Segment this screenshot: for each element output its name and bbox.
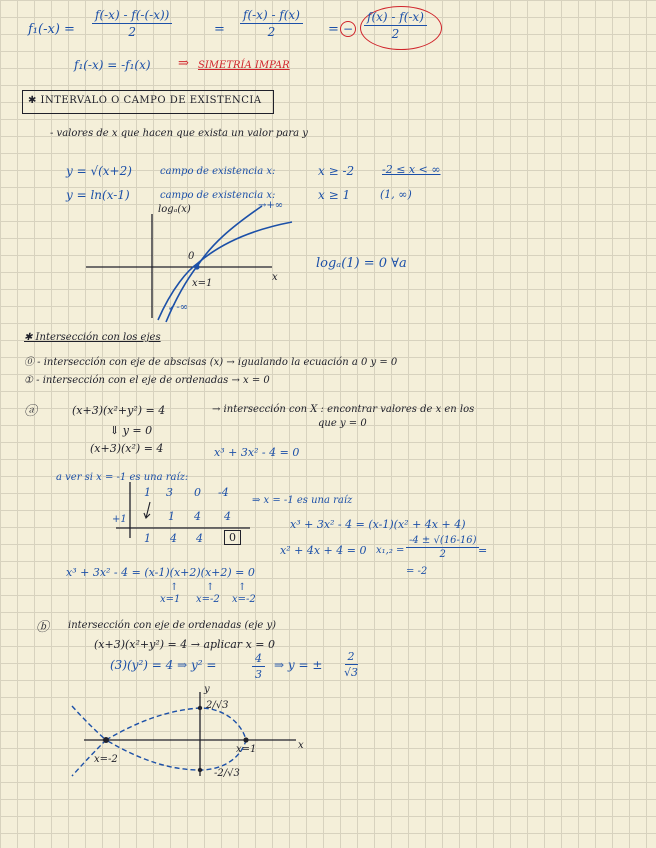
fraction-y — [344, 650, 358, 679]
fraction-y-squared — [252, 652, 265, 681]
implies-arrow: ⇒ — [178, 56, 189, 71]
fraction-2 — [240, 8, 303, 39]
f1-negative-x-lhs: f₁(-x) = — [28, 22, 75, 37]
ruffini-remainder: 0 — [224, 530, 241, 545]
fraction-y-squared-numerator: 4 — [252, 652, 265, 667]
item-a-comment: → intersección con X : encontrar valores de x en los — [212, 404, 475, 415]
quadratic-result: = -2 — [406, 566, 428, 577]
sketch-point-top — [198, 706, 202, 710]
root-value: x=-2 — [232, 594, 256, 605]
equals-sign: = — [328, 22, 339, 37]
graph-plus-infinity: →+∞ — [258, 200, 284, 211]
func-sqrt: y = √(x+2) — [66, 164, 132, 178]
fraction-y-denominator: √3 — [344, 666, 359, 679]
root-arrow: ↑ — [206, 582, 215, 593]
ruffini-coef: 0 — [194, 486, 201, 499]
item-a-step-equation: (x+3)(x²) = 4 — [90, 442, 164, 455]
quadratic-equals: = — [478, 544, 488, 557]
odd-symmetry-label: SIMETRÍA IMPAR — [198, 60, 290, 71]
fraction-1 — [92, 8, 172, 39]
sketch-right-label: x=1 — [236, 744, 257, 755]
graph-y-label: logₐ(x) — [158, 204, 191, 215]
graph-x1-label: x=1 — [192, 278, 213, 289]
item-b-label: ⓑ — [36, 620, 50, 635]
root-value: x=-2 — [196, 594, 220, 605]
sketch-loop — [106, 708, 246, 770]
root-conclusion: ⇒ x = -1 es una raíz — [252, 495, 353, 506]
domain-label-1: campo de existencia x: — [160, 166, 276, 177]
ruffini-result: 4 — [170, 532, 177, 545]
ruffini-product: 4 — [224, 510, 231, 523]
item-a-equation: (x+3)(x²+y²) = 4 — [72, 404, 166, 417]
equals-sign: = — [214, 22, 225, 37]
fraction-3-denominator: 2 — [391, 27, 400, 41]
ruffini-result: 4 — [196, 532, 203, 545]
fraction-3 — [364, 10, 427, 41]
fraction-2-denominator: 2 — [267, 25, 276, 39]
fraction-y-numerator: 2 — [345, 650, 358, 665]
item-b-title: intersección con eje de ordenadas (eje y) — [68, 620, 277, 631]
cubic-factorization: x³ + 3x² - 4 = (x-1)(x² + 4x + 4) — [290, 518, 466, 531]
full-factorization: x³ + 3x² - 4 = (x-1)(x+2)(x+2) = 0 — [66, 566, 255, 579]
item-a-comment-2: que y = 0 — [318, 418, 367, 429]
circled-minus: − — [340, 21, 356, 37]
log-identity-note: logₐ(1) = 0 ∀a — [316, 256, 407, 271]
item-a-label: ⓐ — [24, 404, 38, 419]
graph-minus-infinity: ↙-∞ — [168, 302, 189, 313]
domain-label-2: campo de existencia x: — [160, 190, 276, 201]
sketch-point-left — [103, 737, 109, 743]
fraction-3-numerator: f(x) - f(-x) — [364, 10, 427, 26]
curve-sketch — [60, 684, 320, 784]
sketch-x-label: x — [298, 740, 304, 751]
item-b-derivation-b: ⇒ y = ± — [274, 658, 323, 672]
ruffini-coef: -4 — [218, 486, 229, 499]
section-title-intersections: ✱ Intersección con los ejes — [24, 332, 161, 343]
odd-symmetry-equation: f₁(-x) = -f₁(x) — [74, 58, 151, 72]
point-x1 — [194, 264, 199, 269]
sketch-point-bottom — [198, 768, 202, 772]
domain-description: - valores de x que hacen que exista un valor para y — [50, 128, 308, 139]
ruffini-lines — [110, 480, 250, 550]
item-b-equation: (x+3)(x²+y²) = 4 → aplicar x = 0 — [94, 638, 275, 651]
fraction-1-numerator: f(-x) - f(-(-x)) — [92, 8, 172, 24]
log-graph — [80, 200, 310, 324]
fraction-y-squared-denominator: 3 — [255, 668, 262, 681]
sketch-left-label: x=-2 — [94, 754, 118, 765]
root-hint: a ver si x = -1 es una raíz: — [56, 472, 189, 483]
ruffini-pivot: +1 — [112, 514, 127, 525]
domain-interval-2: (1, ∞) — [380, 188, 412, 201]
item-1-ordinate: ① - intersección con el eje de ordenadas → x = 0 — [24, 375, 270, 386]
domain-interval-1: -2 ≤ x < ∞ — [382, 163, 441, 176]
quadratic-formula-fraction — [406, 535, 479, 560]
sketch-left-branch — [72, 706, 106, 776]
root-arrow: ↑ — [170, 582, 179, 593]
sketch-point-right — [243, 737, 248, 742]
sketch-y-label: y — [204, 684, 210, 695]
ruffini-result: 1 — [144, 532, 151, 545]
graph-x-label: x — [272, 272, 278, 283]
section-title-domain: ✱ INTERVALO O CAMPO DE EXISTENCIA — [28, 95, 262, 106]
graph-zero: 0 — [188, 251, 195, 262]
sketch-top-label: 2/√3 — [206, 700, 229, 711]
quadratic-equation: x² + 4x + 4 = 0 — [280, 544, 367, 557]
ruffini-product: 4 — [194, 510, 201, 523]
item-a-substitution: ⇓ y = 0 — [110, 424, 153, 437]
quadratic-solution-lhs: x₁,₂ = — [376, 545, 405, 556]
fraction-2-numerator: f(-x) - f(x) — [240, 8, 303, 24]
root-arrow: ↑ — [238, 582, 247, 593]
domain-cond-1: x ≥ -2 — [318, 164, 355, 178]
cubic-equation: x³ + 3x² - 4 = 0 — [214, 446, 300, 459]
func-ln: y = ln(x-1) — [66, 188, 130, 202]
ruffini-coef: 1 — [144, 486, 151, 499]
fraction-1-denominator: 2 — [128, 25, 136, 39]
ruffini-product: 1 — [168, 510, 175, 523]
quadratic-formula-numerator: -4 ± √(16-16) — [406, 535, 479, 548]
root-value: x=1 — [160, 594, 181, 605]
item-0-abscissa: ⓪ - intersección con eje de abscisas (x) → igualando la ecuación a 0 y = 0 — [24, 357, 398, 368]
sketch-bottom-label: -2/√3 — [214, 768, 240, 779]
item-b-derivation-a: (3)(y²) = 4 ⇒ y² = — [110, 658, 217, 672]
ruffini-coef: 3 — [166, 486, 173, 499]
quadratic-formula-denominator: 2 — [439, 549, 446, 560]
domain-cond-2: x ≥ 1 — [318, 188, 351, 202]
